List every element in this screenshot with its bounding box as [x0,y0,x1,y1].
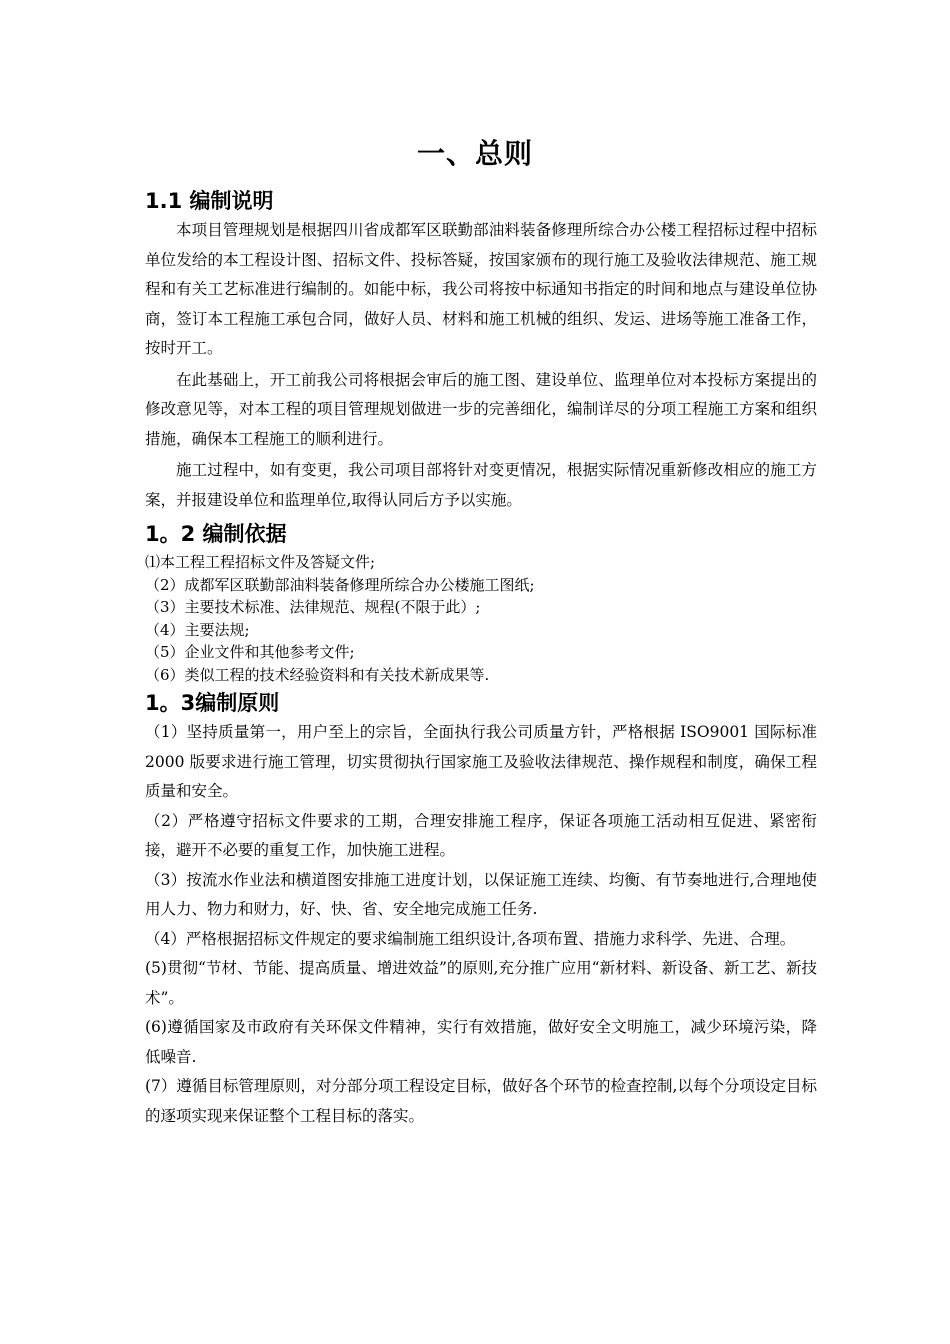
list-item: （2）成都军区联勤部油料装备修理所综合办公楼施工图纸; [145,575,535,594]
section-heading: 1。3编制原则 [145,691,280,715]
list-item: ⑴本工程工程招标文件及答疑文件; [145,553,376,571]
section-compilation-notes [145,186,817,515]
list-item: （4）主要法规; [145,620,250,639]
list-item: （1）坚持质量第一，用户至上的宗旨，全面执行我公司质量方针，严格根据 ISO9001 国际标准 2000 版要求进行施工管理，切实贯彻执行国家施工及验收法律规范、操作规程和制度，确保工程质量和安全。 [145,723,817,800]
section-heading: 1。2 编制依据 [145,522,287,546]
section-compilation-basis [145,519,817,686]
document-title: 一、总则 [416,137,533,170]
list-item: （5）企业文件和其他参考文件; [145,643,355,661]
list-item: (7）遵循目标管理原则，对分部分项工程设定目标，做好各个环节的检查控制,以每个分项设定目标的逐项实现来保证整个工程目标的落实。 [145,1077,817,1125]
document-body [145,186,817,1131]
paragraph: 施工过程中，如有变更，我公司项目部将针对变更情况，根据实际情况重新修改相应的施工方案，并报建设单位和监理单位,取得认同后方予以实施。 [145,461,817,509]
paragraph: 本项目管理规划是根据四川省成都军区联勤部油料装备修理所综合办公楼工程招标过程中招标单位发给的本工程设计图、招标文件、投标答疑，按国家颁布的现行施工及验收法律规范、施工规程和有关工艺标准进行编制的。如能中标，我公司将按中标通知书指定的时间和地点与建设单位协商，签订本工程施工承包合同，做好人员、材料和施工机械的组织、发运、进场等施工准备工作，按时开工。 [145,221,817,357]
section-compilation-principles [145,688,817,1131]
list-item: （3）主要技术标准、法律规范、规程(不限于此）; [145,598,481,616]
list-item: (5)贯彻“节材、节能、提高质量、增进效益”的原则,充分推广应用“新材料、新设备、新工艺、新技术”。 [145,959,817,1007]
list-item: （2）严格遵守招标文件要求的工期，合理安排施工程序，保证各项施工活动相互促进、紧密衔接，避开不必要的重复工作，加快施工进程。 [145,811,817,859]
list-item: （3）按流水作业法和横道图安排施工进度计划，以保证施工连续、均衡、有节奏地进行,合理地使用人力、物力和财力，好、快、省、安全地完成施工任务. [145,870,817,918]
list-item: (6)遵循国家及市政府有关环保文件精神，实行有效措施，做好安全文明施工，减少环境污染，降低噪音. [145,1018,817,1066]
principles-list [145,718,817,1131]
basis-list [145,551,817,686]
paragraph: 在此基础上，开工前我公司将根据会审后的施工图、建设单位、监理单位对本投标方案提出的修改意见等，对本工程的项目管理规划做进一步的完善细化，编制详尽的分项工程施工方案和组织措施，确保本工程施工的顺利进行。 [145,370,817,448]
section-heading: 1.1 编制说明 [145,189,274,213]
list-item: （6）类似工程的技术经验资料和有关技术新成果等. [145,665,490,684]
list-item: （4）严格根据招标文件规定的要求编制施工组织设计,各项布置、措施力求科学、先进、合理。 [145,929,796,948]
